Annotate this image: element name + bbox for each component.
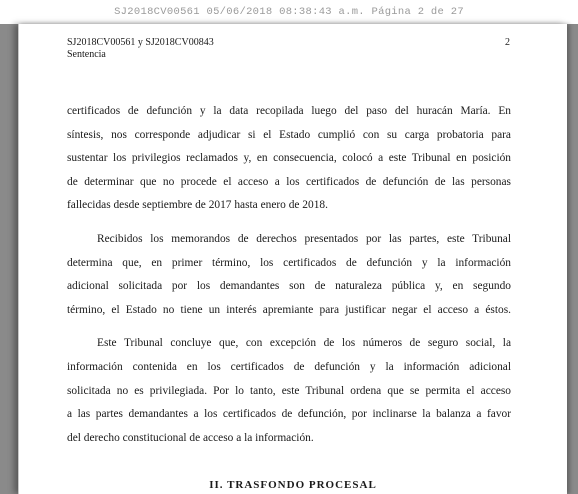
text-line: sustentar los privilegios reclamados y, en consecuencia, colocó a este Tribunal en posición: [67, 152, 511, 165]
text-line: término, el Estado no tiene un interés apremiante para justificar negar el acceso a éstos.: [67, 303, 511, 316]
text-line: fallecidas desde septiembre de 2017 hasta enero de 2018.: [67, 199, 328, 212]
text-line: Este Tribunal concluye que, con excepción de los números de seguro social, la: [97, 337, 511, 350]
text-line: solicitada no es privilegiada. Por lo tanto, este Tribunal ordena que se permita el acceso: [67, 384, 511, 397]
paragraph-3: [67, 332, 511, 450]
text-line: adicional solicitada por los demandantes son de naturaleza pública y, en segundo: [67, 280, 511, 293]
document-type: Sentencia: [67, 49, 106, 60]
page-number: 2: [505, 37, 510, 48]
text-line: a las partes demandantes a los certificados de defunción, por inclinarse la balanza a favor: [67, 408, 511, 421]
text-line: información contenida en los certificados de defunción y la información adicional: [67, 360, 511, 373]
paragraph-2: [67, 228, 511, 322]
paragraph-1: [67, 100, 511, 218]
case-numbers: SJ2018CV00561 y SJ2018CV00843: [67, 37, 214, 48]
document-body: [67, 100, 511, 450]
text-line: del derecho constitucional de acceso a la información.: [67, 431, 314, 444]
page-header: [67, 37, 214, 61]
text-line: de determinar que no procede el acceso a los certificados de defunción de las personas: [67, 175, 511, 188]
text-line: determina que, en primer término, los certificados de defunción y la información: [67, 256, 511, 269]
text-line: certificados de defunción y la data recopilada luego del paso del huracán María. En: [67, 105, 511, 117]
text-line: Recibidos los memorandos de derechos presentados por las partes, este Tribunal: [97, 232, 511, 245]
document-page: [18, 24, 567, 494]
text-line: síntesis, nos corresponde adjudicar si el Estado cumplió con su carga probatoria para: [67, 128, 511, 141]
section-heading: II. TRASFONDO PROCESAL: [209, 479, 377, 491]
document-stamp: SJ2018CV00561 05/06/2018 08:38:43 a.m. Página 2 de 27: [0, 0, 578, 24]
